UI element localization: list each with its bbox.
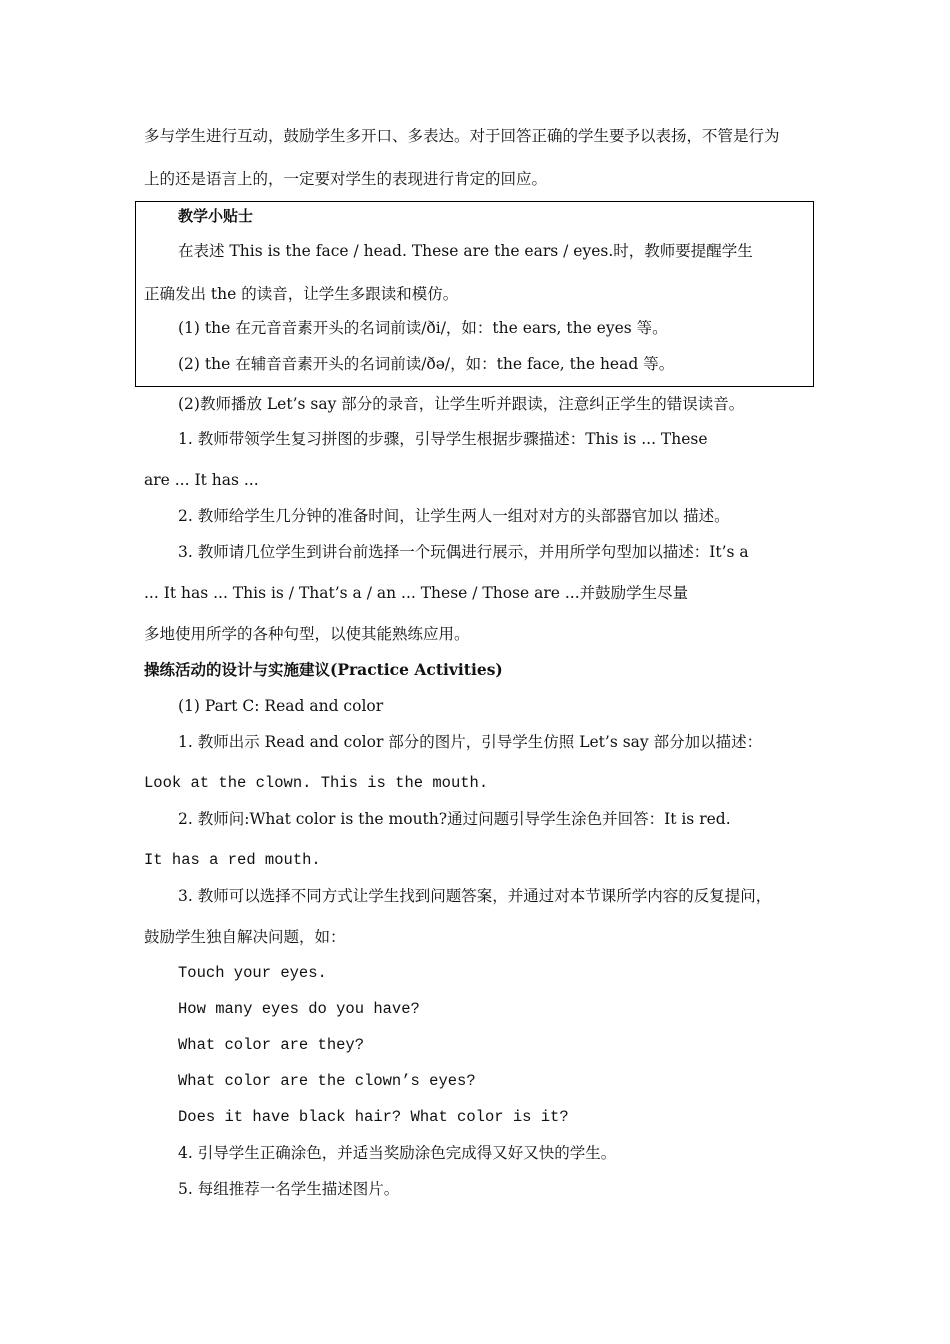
tip-rule-2: (2) the 在辅音音素开头的名词前读/ðə/，如：the face, the head 等。 — [178, 355, 675, 373]
practice-step-3b: 鼓励学生独自解决问题，如： — [144, 928, 346, 946]
intro-line-1: 多与学生进行互动，鼓励学生多开口、多表达。对于回答正确的学生要予以表扬，不管是行为 — [144, 127, 780, 145]
practice-part: (1) Part C: Read and color — [178, 697, 384, 715]
practice-step-2b: It has a red mouth. — [144, 851, 321, 869]
intro-line-2: 上的还是语言上的，一定要对学生的表现进行肯定的回应。 — [144, 170, 548, 188]
tip-line-1: 在表述 This is the face / head. These are the ears / eyes.时，教师要提醒学生 — [178, 242, 753, 260]
section1-line-7: 多地使用所学的各种句型，以使其能熟练应用。 — [144, 625, 470, 643]
question-2: How many eyes do you have? — [178, 1000, 420, 1018]
practice-heading: 操练活动的设计与实施建议(Practice Activities) — [144, 660, 503, 679]
question-5: Does it have black hair? What color is it? — [178, 1108, 569, 1126]
practice-step-1a: 1. 教师出示 Read and color 部分的图片，引导学生仿照 Let’s say 部分加以描述： — [178, 733, 763, 751]
tip-line-2: 正确发出 the 的读音，让学生多跟读和模仿。 — [144, 285, 459, 303]
section1-line-2: 1. 教师带领学生复习拼图的步骤，引导学生根据步骤描述：This is ... These — [178, 430, 708, 448]
section1-line-6: ... It has ... This is / That’s a / an ... These / Those are ...并鼓励学生尽量 — [144, 584, 689, 602]
section1-line-4: 2. 教师给学生几分钟的准备时间，让学生两人一组对对方的头部器官加以 描述。 — [178, 507, 730, 525]
question-3: What color are they? — [178, 1036, 365, 1054]
practice-step-4: 4. 引导学生正确涂色，并适当奖励涂色完成得又好又快的学生。 — [178, 1144, 617, 1162]
tip-title: 教学小贴士 — [178, 207, 254, 225]
practice-step-3a: 3. 教师可以选择不同方式让学生找到问题答案，并通过对本节课所学内容的反复提问， — [178, 887, 772, 905]
practice-step-5: 5. 每组推荐一名学生描述图片。 — [178, 1180, 400, 1198]
practice-step-1b: Look at the clown. This is the mouth. — [144, 774, 489, 792]
question-4: What color are the clown’s eyes? — [178, 1072, 476, 1090]
question-1: Touch your eyes. — [178, 964, 327, 982]
practice-step-2a: 2. 教师问:What color is the mouth?通过问题引导学生涂色并回答：It is red. — [178, 810, 731, 828]
tip-rule-1: (1) the 在元音音素开头的名词前读/ði/，如：the ears, the eyes 等。 — [178, 319, 668, 337]
section1-line-5: 3. 教师请几位学生到讲台前选择一个玩偶进行展示，并用所学句型加以描述：It’s a — [178, 543, 749, 561]
section1-line-1: (2)教师播放 Let’s say 部分的录音，让学生听并跟读，注意纠正学生的错误读音。 — [178, 395, 745, 413]
section1-line-3: are ... It has ... — [144, 471, 259, 489]
